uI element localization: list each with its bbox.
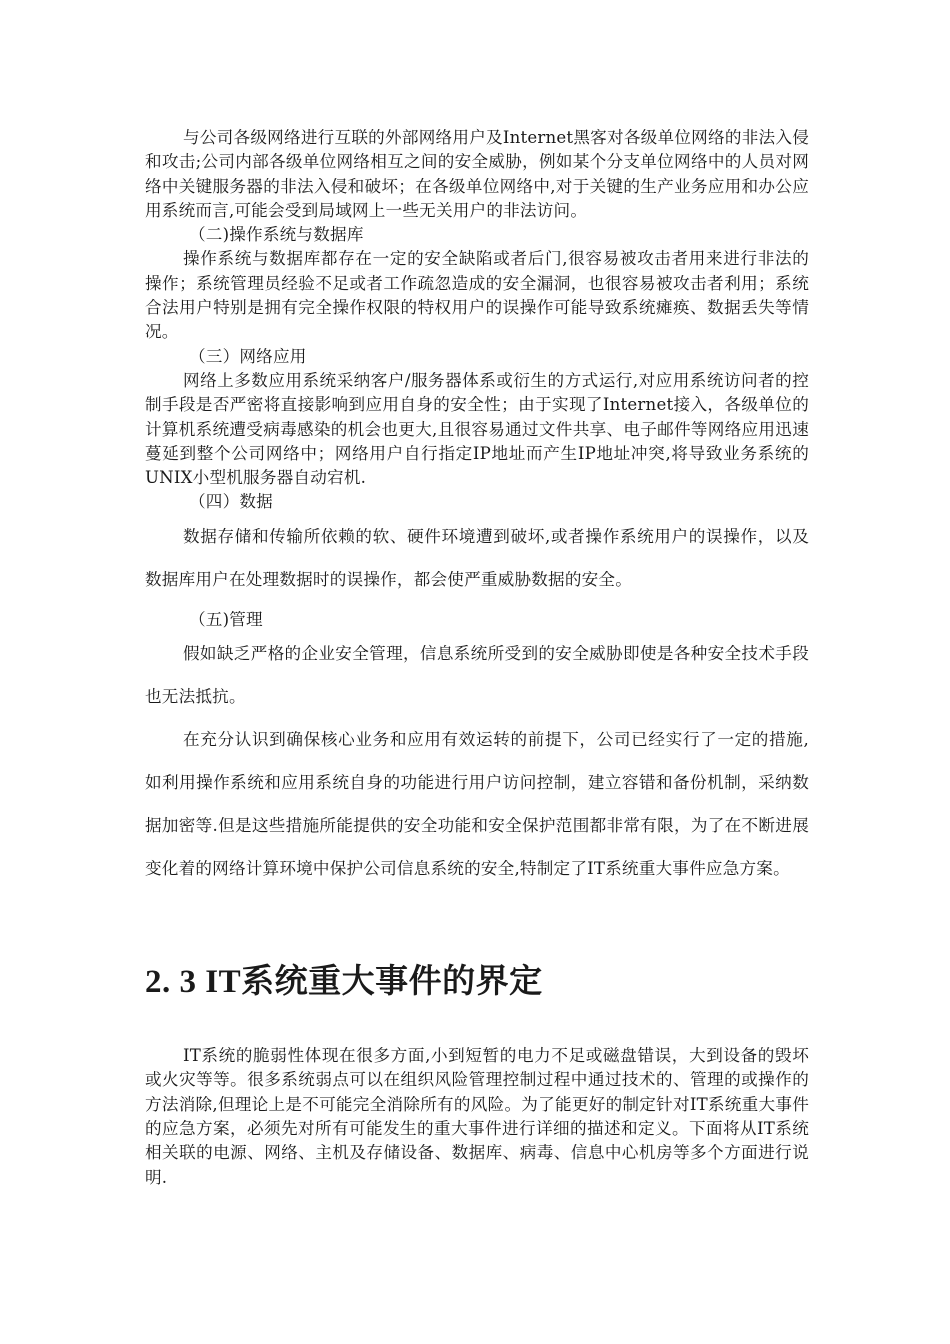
subheading-os-database: （二)操作系统与数据库 — [189, 225, 364, 245]
section-heading: 2. 3 IT系统重大事件的界定 — [145, 964, 543, 1001]
document-page — [145, 126, 809, 1190]
subheading-management: （五)管理 — [189, 609, 263, 629]
paragraph-external-threats: 与公司各级网络进行互联的外部网络用户及Internet黑客对各级单位网络的非法入侵和攻击;公司内部各级单位网络相互之间的安全威胁，例如某个分支单位网络中的人员对网络中关键服务器的非法入侵和破坏；在各级单位网络中,对于关键的生产业务应用和办公应用系统而言,可能会受到局域网上一些无关用户的非法访问。 — [145, 128, 809, 220]
paragraph-measures: 在充分认识到确保核心业务和应用有效运转的前提下，公司已经实行了一定的措施,如利用操作系统和应用系统自身的功能进行用户访问控制，建立容错和备份机制，采纳数据加密等.但是这些措施所能提供的安全功能和安全保护范围都非常有限，为了在不断进展变化着的网络计算环境中保护公司信息系统的安全,特制定了IT系统重大事件应急方案。 — [145, 730, 809, 879]
paragraph-os-database: 操作系统与数据库都存在一定的安全缺陷或者后门,很容易被攻击者用来进行非法的操作；系统管理员经验不足或者工作疏忽造成的安全漏洞，也很容易被攻击者利用；系统合法用户特别是拥有完全操作权限的特权用户的误操作可能导致系统瘫痪、数据丢失等情况。 — [145, 249, 809, 342]
paragraph-network-apps: 网络上多数应用系统采纳客户/服务器体系或衍生的方式运行,对应用系统访问者的控制手段是否严密将直接影响到应用自身的安全性；由于实现了Internet接入，各级单位的计算机系统遭受病毒感染的机会也更大,且很容易通过文件共享、电子邮件等网络应用迅速蔓延到整个公司网络中；网络用户自行指定IP地址而产生IP地址冲突,将导致业务系统的UNIX小型机服务器自动宕机. — [145, 370, 809, 488]
subheading-network-apps: （三）网络应用 — [189, 346, 307, 366]
paragraph-vulnerabilities: IT系统的脆弱性体现在很多方面,小到短暂的电力不足或磁盘错误，大到设备的毁坏或火灾等等。很多系统弱点可以在组织风险管理控制过程中通过技术的、管理的或操作的方法消除,但理论上是不可能完全消除所有的风险。为了能更好的制定针对IT系统重大事件的应急方案，必须先对所有可能发生的重大事件进行详细的描述和定义。下面将从IT系统相关联的电源、网络、主机及存储设备、数据库、病毒、信息中心机房等多个方面进行说明. — [145, 1046, 809, 1187]
subheading-data: （四）数据 — [189, 492, 273, 512]
paragraph-management: 假如缺乏严格的企业安全管理，信息系统所受到的安全威胁即使是各种安全技术手段也无法抵抗。 — [145, 644, 809, 707]
paragraph-data: 数据存储和传输所依赖的软、硬件环境遭到破坏,或者操作系统用户的误操作，以及数据库用户在处理数据时的误操作，都会使严重威胁数据的安全。 — [145, 526, 809, 589]
